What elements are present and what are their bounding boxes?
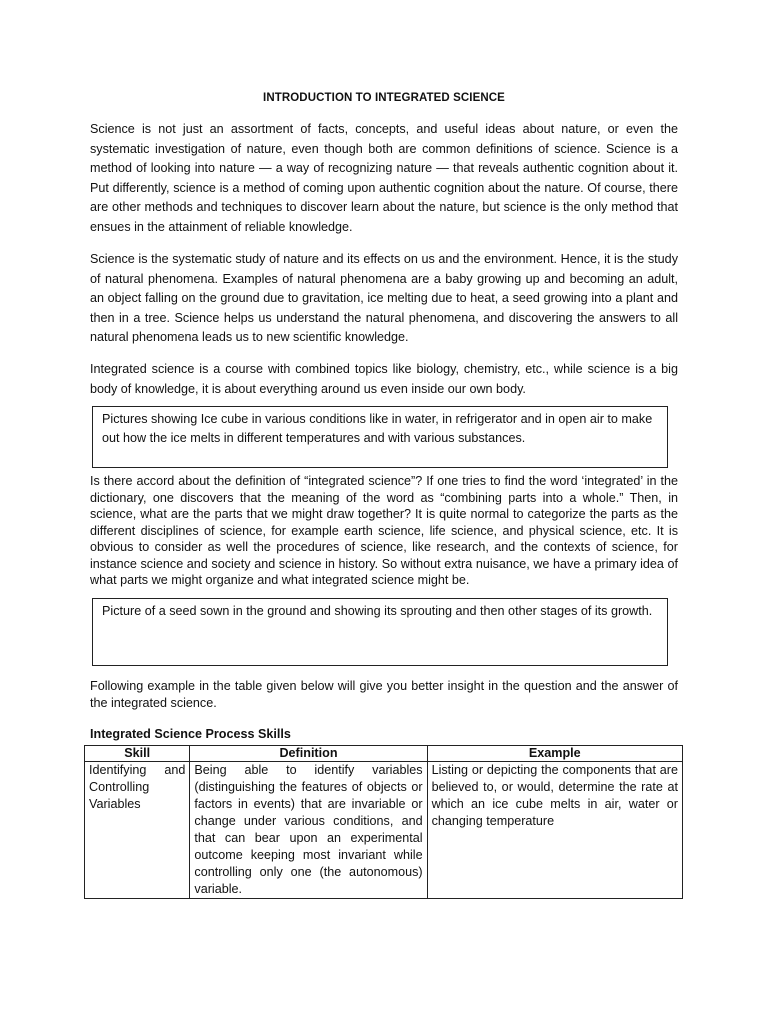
cell-example: Listing or depicting the components that are believed to, or would, determine the rate at which an ice cube melts in air, water or changing temperature [427, 762, 682, 899]
image-placeholder-ice-cube: Pictures showing Ice cube in various conditions like in water, in refrigerator and in open air to make out how the ice melts in different temperatures and with various substances. [92, 406, 668, 468]
cell-skill: Identifying and Controlling Variables [85, 762, 190, 899]
image-placeholder-seed-growth: Picture of a seed sown in the ground and showing its sprouting and then other stages of its growth. [92, 598, 668, 666]
header-example: Example [427, 746, 682, 762]
paragraph-integrated-definition: Is there accord about the definition of “integrated science”? If one tries to find the word ‘integrated’ in the dictionary, one discovers that the meaning of the word as “combining parts into a whole.” Then, in science, what are the parts that we might draw together? It is quite normal to categorize the parts as the different disciplines of science, for example earth science, life science, and physical science, etc. It is obvious to consider as well the procedures of science, like research, and the contexts of science, for instance science and society and science in history. So without extra nuisance, we have a primary idea of what parts we might organize and what integrated science might be. [90, 474, 678, 587]
table-header-row [85, 746, 683, 762]
process-skills-table [84, 745, 683, 899]
paragraph-science-definition: Science is not just an assortment of facts, concepts, and useful ideas about nature, or even the systematic investigation of nature, even though both are common definitions of science. Science is a method of looking into nature — a way of recognizing nature — that reveals authentic cognition about it. Put differently, science is a method of coming upon authentic cognition about the nature. Of course, there are other methods and techniques to discover learn about the nature, but science is the only method that ensues in the attainment of reliable knowledge. [90, 122, 678, 234]
table-row [85, 762, 683, 899]
header-skill: Skill [85, 746, 190, 762]
header-definition: Definition [190, 746, 427, 762]
cell-definition: Being able to identify variables (distinguishing the features of objects or factors in events) that are invariable or change under various conditions, and that can bear upon an experimental outcome keeping most invariant while controlling only one (the autonomous) variable. [190, 762, 427, 899]
paragraph-natural-phenomena: Science is the systematic study of nature and its effects on us and the environment. Hence, it is the study of natural phenomena. Examples of natural phenomena are a baby growing up and becoming an adult, an object falling on the ground due to gravitation, ice melting due to heat, a seed growing into a plant and then in a tree. Science helps us understand the natural phenomena, and discovering the answers to all natural phenomena leads us to new scientific knowledge. [90, 252, 678, 344]
page-title: INTRODUCTION TO INTEGRATED SCIENCE [263, 92, 505, 104]
paragraph-table-intro: Following example in the table given below will give you better insight in the question and the answer of the integrated science. [90, 679, 678, 710]
table-caption: Integrated Science Process Skills [90, 727, 291, 741]
paragraph-integrated-science-course: Integrated science is a course with combined topics like biology, chemistry, etc., while science is a big body of knowledge, it is about everything around us even inside our own body. [90, 362, 678, 396]
